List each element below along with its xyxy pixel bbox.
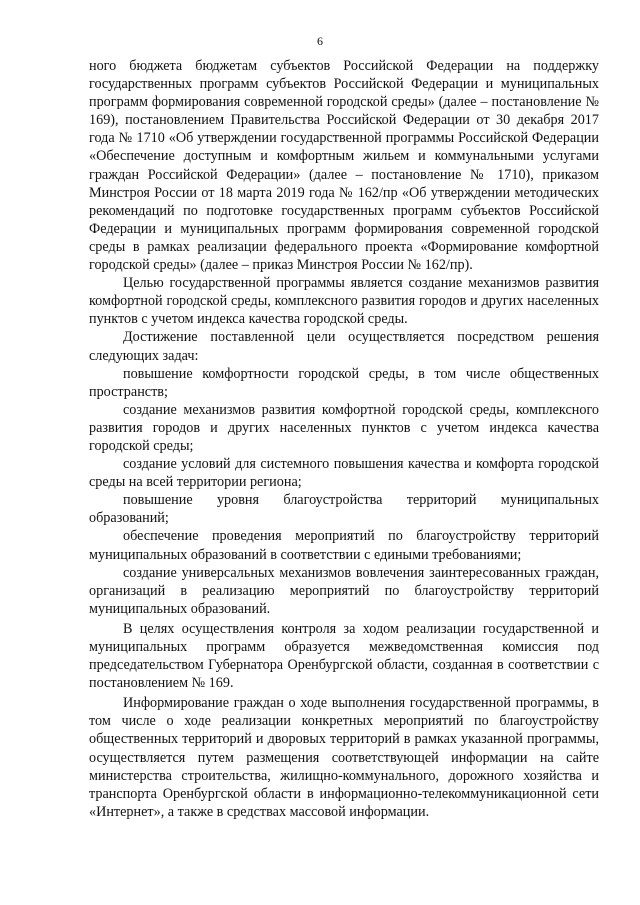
task-item: повышение комфортности городской среды, в том числе общественных пространств;	[89, 365, 599, 400]
task-item: повышение уровня благоустройства территорий муниципальных образований;	[89, 492, 599, 527]
document-body	[89, 57, 599, 821]
page-number: 6	[317, 34, 323, 48]
paragraph-tasks-intro: Достижение поставленной цели осуществляется посредством решения следующих задач:	[89, 329, 599, 364]
task-item: создание универсальных механизмов вовлечения заинтересованных граждан, организаций в реализацию мероприятий по благоустройству территорий муниципальных образований.	[89, 564, 599, 617]
paragraph-goal: Целью государственной программы является создание механизмов развития комфортной городской среды, комплексного развития городов и других населенных пунктов с учетом индекса качества городской среды.	[89, 275, 599, 328]
paragraph-control: В целях осуществления контроля за ходом реализации государственной и муниципальных программ образуется межведомственная комиссия под председательством Губернатора Оренбургской области, созданная в соответствии с постановлением № 169.	[89, 620, 599, 692]
paragraph-informing: Информирование граждан о ходе выполнения государственной программы, в том числе о ходе реализации конкретных мероприятий по благоустройству общественных территорий и дворовых территорий в рамках указанной программы, осуществляется путем размещения соответствующей информации на сайте министерства строительства, жилищно-коммунального, дорожного хозяйства и транспорта Оренбургской области в информационно-телекоммуникационной сети «Интернет», а также в средствах массовой информации.	[89, 695, 599, 820]
task-item: создание условий для системного повышения качества и комфорта городской среды на всей территории региона;	[89, 456, 599, 491]
paragraph-continuation: ного бюджета бюджетам субъектов Российской Федерации на поддержку государственных программ субъектов Российской Федерации и муниципальных программ формирования современной городской среды» (далее – постановление № 169), постановлением Правительства Российской Федерации от 30 декабря 2017 года № 1710 «Об утверждении государственной программы Российской Федерации «Обеспечение доступным и комфортным жильем и коммунальными услугами граждан Российской Федерации» (далее – постановление № 1710), приказом Минстроя России от 18 марта 2019 года № 162/пр «Об утверждении методических рекомендаций по подготовке государственных программ субъектов Российской Федерации и муниципальных программ формирования современной городской среды в рамках реализации федерального проекта «Формирование комфортной городской среды» (далее – приказ Минстроя России № 162/пр).	[89, 58, 599, 274]
task-item: обеспечение проведения мероприятий по благоустройству территорий муниципальных образований в соответствии с едиными требованиями;	[89, 528, 599, 563]
task-item: создание механизмов развития комфортной городской среды, комплексного развития городов и других населенных пунктов с учетом индекса качества городской среды;	[89, 401, 599, 454]
